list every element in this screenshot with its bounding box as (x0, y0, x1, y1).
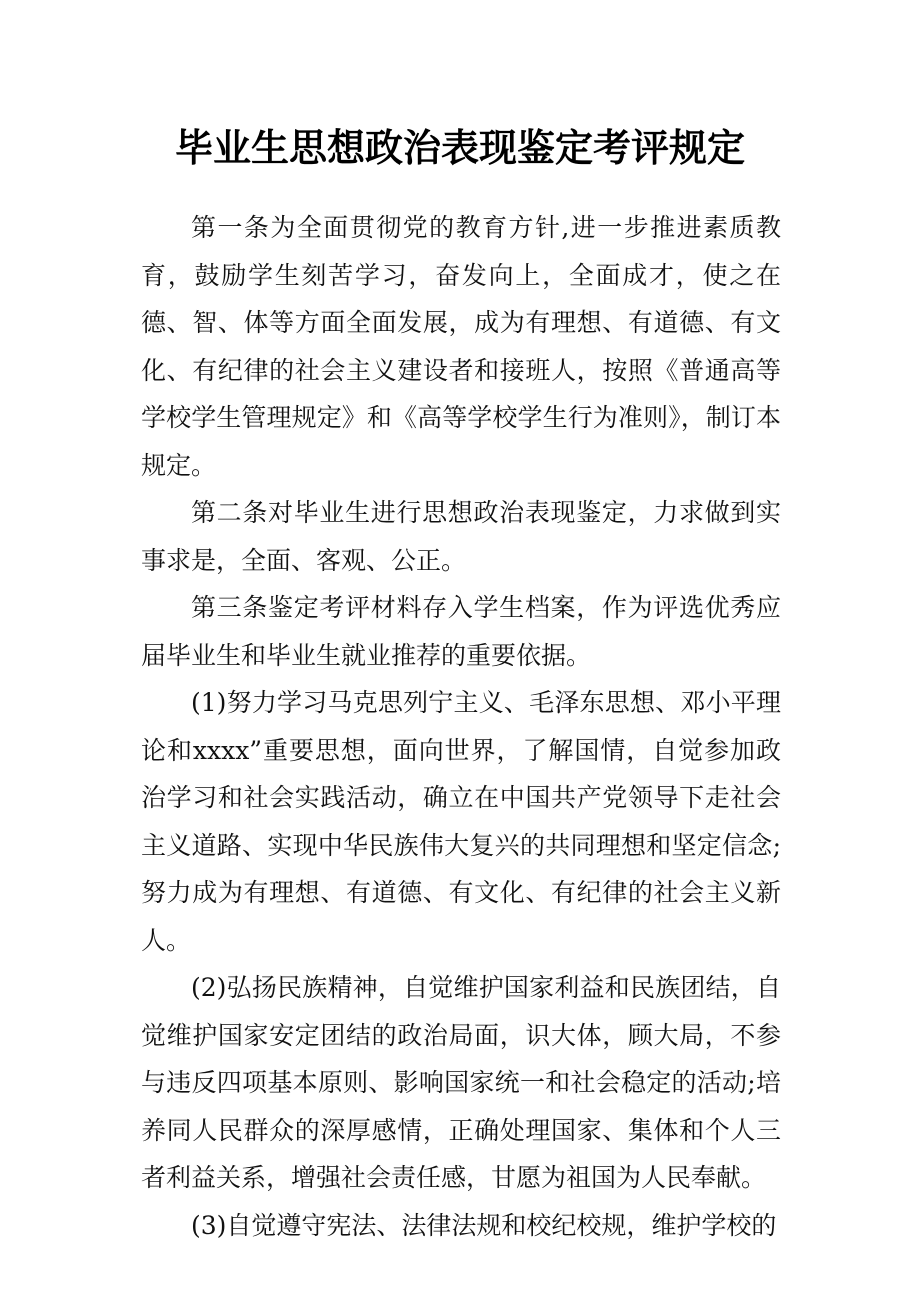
paragraph-article-2: 第二条对毕业生进行思想政治表现鉴定，力求做到实事求是，全面、客观、公正。 (141, 498, 781, 575)
paragraph-article-3: 第三条鉴定考评材料存入学生档案，作为评选优秀应届毕业生和毕业生就业推荐的重要依据。 (141, 593, 781, 670)
paragraph-article-1: 第一条为全面贯彻党的教育方针,进一步推进素质教育，鼓励学生刻苦学习，奋发向上，全面成才，使之在德、智、体等方面全面发展，成为有理想、有道德、有文化、有纪律的社会主义建设者和接班人，按照《普通高等学校学生管理规定》和《高等学校学生行为准则》，制订本规定。 (141, 213, 781, 480)
document-body (141, 204, 781, 1249)
paragraph-item-3: (3)自觉遵守宪法、法律法规和校纪校规，维护学校的 (191, 1210, 777, 1240)
document-title: 毕业生思想政治表现鉴定考评规定 (174, 125, 745, 170)
paragraph-item-2: (2)弘扬民族精神，自觉维护国家利益和民族团结，自觉维护国家安定团结的政治局面，识大体，顾大局，不参与违反四项基本原则、影响国家统一和社会稳定的活动;培养同人民群众的深厚感情，正确处理国家、集体和个人三者利益关系，增强社会责任感，甘愿为祖国为人民奉献。 (141, 973, 781, 1192)
paragraph-item-1: (1)努力学习马克思列宁主义、毛泽东思想、邓小平理论和xxxx”重要思想，面向世界，了解国情，自觉参加政治学习和社会实践活动，确立在中国共产党领导下走社会主义道路、实现中华民族伟大复兴的共同理想和坚定信念;努力成为有理想、有道德、有文化、有纪律的社会主义新人。 (141, 688, 781, 955)
